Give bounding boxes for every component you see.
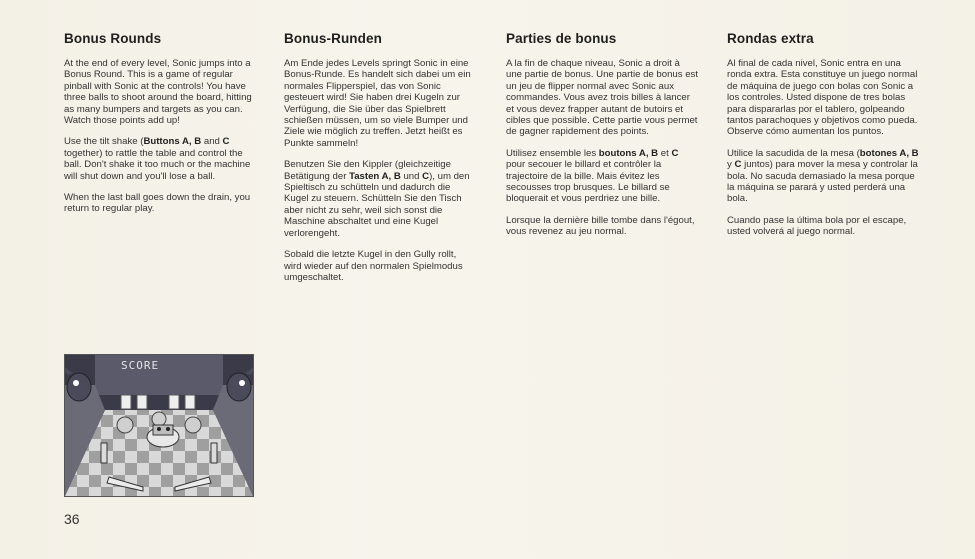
pinball-scene — [65, 355, 253, 496]
column-german — [284, 31, 476, 293]
paragraph-1: Am Ende jedes Levels springt Sonic in eine Bonus-Runde. Es handelt sich dabei um ein normales Flipperspiel, das von Sonic gesteuert wird! Sie haben drei Kugeln zur Verfügung, die Sie über das Spielbrett schießen müssen, um so viele Bumper und Ziele wie möglich zu treffen. Jetzt heißt es Punkte sammeln! — [284, 58, 471, 149]
heading-bonus-rounds: Bonus Rounds — [64, 31, 162, 46]
paragraph-3: Sobald die letzte Kugel in den Gully rollt, wird wieder auf den normalen Spielmodus umgeschaltet. — [284, 249, 463, 283]
column-french — [506, 31, 698, 248]
paragraph-2: Benutzen Sie den Kippler (gleichzeitige Betätigung der Tasten A, B und C), um den Spieltisch zu schütteln und dadurch die Kugel zu steuern. Schütteln Sie den Tisch aber nicht zu sehr, weil sich sonst die Maschine abschaltet und eine Kugel verlorengeht. — [284, 159, 470, 239]
column-spanish — [727, 31, 919, 248]
paragraph-3: Cuando pase la última bola por el escape, usted volverá al juego normal. — [727, 214, 907, 238]
paragraph-1: Al final de cada nivel, Sonic entra en una ronda extra. Esta constituye un juego normal de máquina de juego con bolas con Sonic a los controles. Usted dispone de tres bolas para dispararlas por el tablero, golpeando tantos parachoques y objetivos como pueda. Observe cómo aumentan los puntos. — [727, 58, 918, 138]
paragraph-1: A la fin de chaque niveau, Sonic a droit à une partie de bonus. Une partie de bonus est un jeu de flipper normal avec Sonic aux commandes. Vous avez trois billes à lancer et vous devez frapper autant de butoirs et cibles que possible. Cette partie vous permet de gagner rapidement des points. — [506, 58, 699, 138]
paragraph-3: When the last ball goes down the drain, you return to regular play. — [64, 192, 251, 215]
paragraph-2: Utilisez ensemble les boutons A, B et C pour secouer le billard et contrôler la trajectoire de la bille. Mais évitez les secousses trop brusques. Le billard se bloquerait et vous perdriez une bille. — [506, 147, 679, 205]
column-english — [64, 31, 256, 225]
paragraph-3: Lorsque la dernière bille tombe dans l'égout, vous revenez au jeu normal. — [506, 214, 695, 238]
score-label: SCORE — [121, 359, 160, 372]
heading-bonus-runden: Bonus-Runden — [284, 31, 382, 46]
paragraph-1: At the end of every level, Sonic jumps into a Bonus Round. This is a game of regular pinball with Sonic at the controls! You have three balls to shoot around the board, hitting as many bumpers and targets as you can. Watch those points add up! — [64, 58, 252, 127]
bonus-round-screenshot — [64, 354, 254, 497]
page-number: 36 — [64, 511, 80, 527]
heading-parties-de-bonus: Parties de bonus — [506, 31, 617, 46]
heading-rondas-extra: Rondas extra — [727, 31, 814, 46]
paragraph-2: Use the tilt shake (Buttons A, B and C together) to rattle the table and control the ball. Don't shake it too much or the machine will shut down and you'll lose a ball. — [64, 136, 251, 182]
paragraph-2: Utilice la sacudida de la mesa (botones A, B y C juntos) para mover la mesa y controlar la bola. No sacuda demasiado la mesa porque la máquina se parará y usted perderá una bola. — [727, 147, 919, 205]
